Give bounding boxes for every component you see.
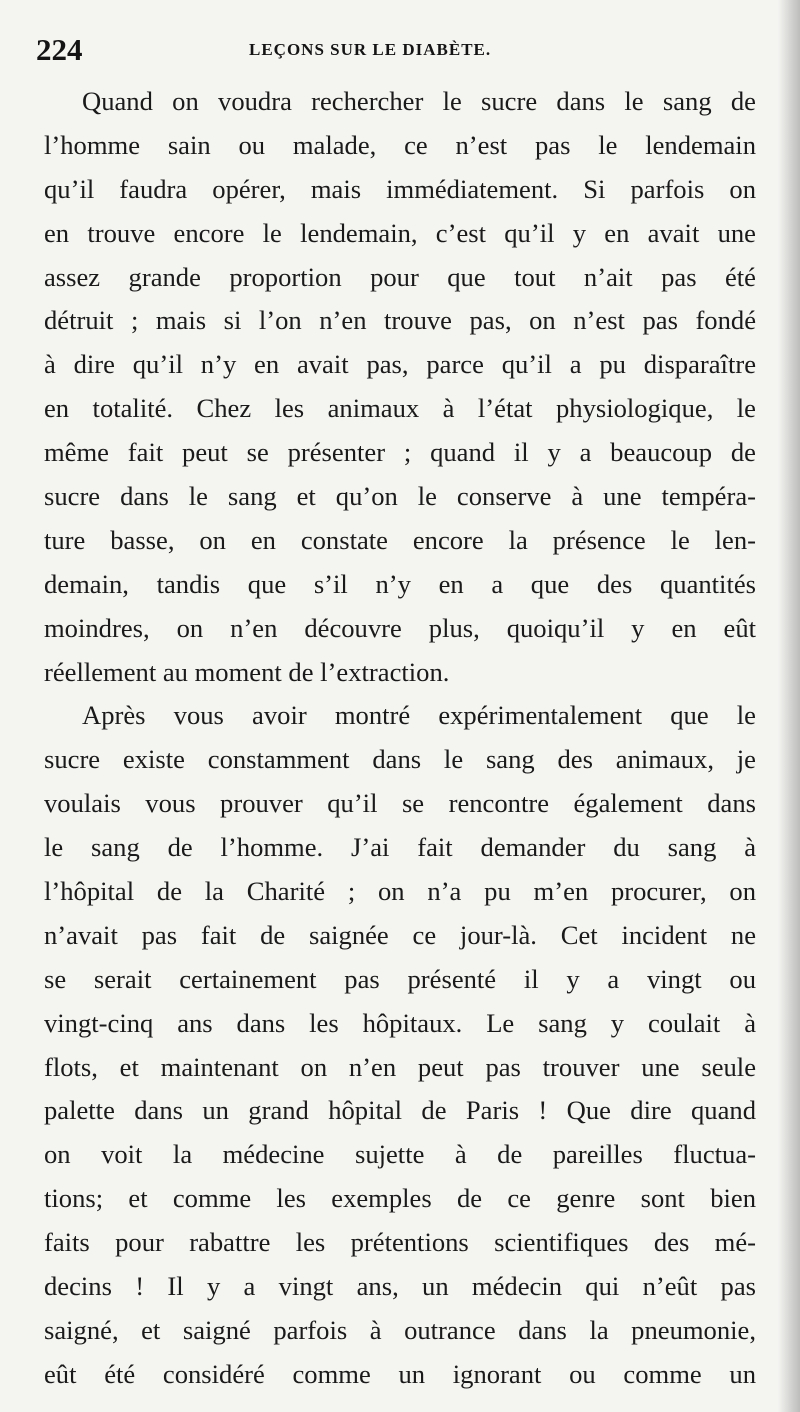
text-line: en trouve encore le lendemain, c’est qu’il y en avait une bbox=[44, 217, 756, 248]
text-line: n’avait pas fait de saignée ce jour-là. Cet incident ne bbox=[44, 919, 756, 950]
text-line: sucre existe constamment dans le sang des animaux, je bbox=[44, 744, 756, 775]
text-line: Après vous avoir montré expérimentalement que le bbox=[82, 700, 756, 731]
text-line: eût été considéré comme un ignorant ou comme un bbox=[44, 1358, 756, 1389]
text-line: même fait peut se présenter ; quand il y a beaucoup de bbox=[44, 437, 756, 468]
text-line: qu’il faudra opérer, mais immédiatement. Si parfois on bbox=[44, 173, 756, 204]
text-line: l’homme sain ou malade, ce n’est pas le lendemain bbox=[44, 129, 756, 160]
text-line: le sang de l’homme. J’ai fait demander du sang à bbox=[44, 832, 756, 863]
text-line: moindres, on n’en découvre plus, quoiqu’il y en eût bbox=[44, 612, 756, 643]
text-line: tions; et comme les exemples de ce genre sont bien bbox=[44, 1183, 756, 1214]
text-line: ture basse, on en constate encore la présence le len- bbox=[44, 524, 756, 555]
paragraph-2 bbox=[44, 694, 756, 1396]
text-line: decins ! Il y a vingt ans, un médecin qui n’eût pas bbox=[44, 1271, 756, 1302]
body-text bbox=[44, 80, 756, 1397]
paragraph-1 bbox=[44, 80, 756, 694]
text-line: en totalité. Chez les animaux à l’état physiologique, le bbox=[44, 393, 756, 424]
text-line: l’hôpital de la Charité ; on n’a pu m’en procurer, on bbox=[44, 876, 756, 907]
text-line: palette dans un grand hôpital de Paris ! Que dire quand bbox=[44, 1095, 756, 1126]
text-line: faits pour rabattre les prétentions scientifiques des mé- bbox=[44, 1227, 756, 1258]
text-line: se serait certainement pas présenté il y a vingt ou bbox=[44, 963, 756, 994]
text-line: Quand on voudra rechercher le sucre dans le sang de bbox=[82, 86, 756, 116]
page-edge-shadow bbox=[778, 0, 800, 1412]
page-number: 224 bbox=[36, 32, 83, 67]
text-line: saigné, et saigné parfois à outrance dans la pneumonie, bbox=[44, 1314, 756, 1345]
text-line: réellement au moment de l’extraction. bbox=[44, 656, 450, 687]
text-line: flots, et maintenant on n’en peut pas trouver une seule bbox=[44, 1051, 756, 1082]
page-header bbox=[36, 32, 756, 68]
text-line: vingt-cinq ans dans les hôpitaux. Le sang y coulait à bbox=[44, 1007, 756, 1038]
text-line: assez grande proportion pour que tout n’ait pas été bbox=[44, 261, 756, 292]
text-line: on voit la médecine sujette à de pareilles fluctua- bbox=[44, 1139, 756, 1170]
text-line: sucre dans le sang et qu’on le conserve à une tempéra- bbox=[44, 481, 756, 512]
text-line: détruit ; mais si l’on n’en trouve pas, on n’est pas fondé bbox=[44, 305, 756, 336]
text-line: à dire qu’il n’y en avait pas, parce qu’il a pu disparaître bbox=[44, 349, 756, 380]
text-line: demain, tandis que s’il n’y en a que des quantités bbox=[44, 568, 756, 599]
text-line: voulais vous prouver qu’il se rencontre également dans bbox=[44, 788, 756, 819]
running-head: LEÇONS SUR LE DIABÈTE. bbox=[249, 40, 492, 59]
